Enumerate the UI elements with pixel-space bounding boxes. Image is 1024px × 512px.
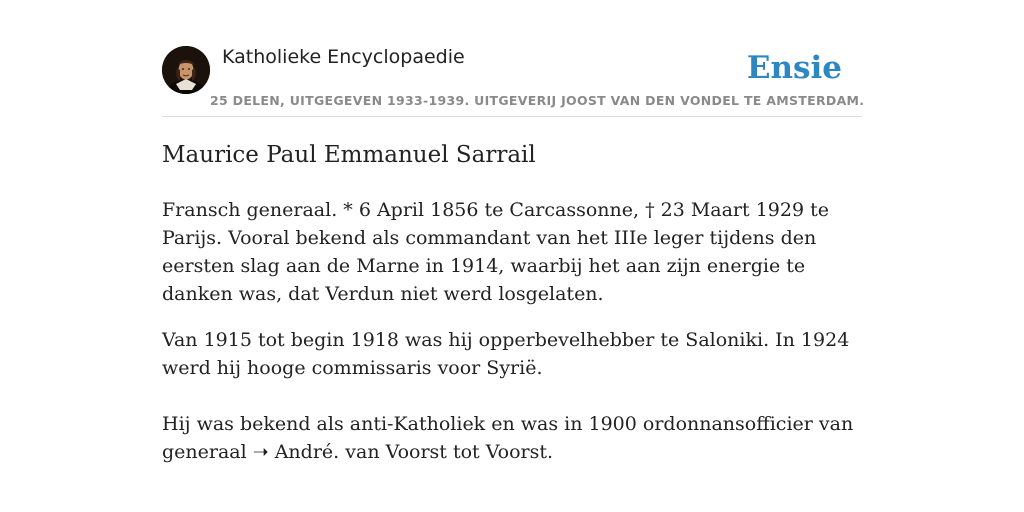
article <box>162 138 862 484</box>
article-paragraph-1: Fransch generaal. * 6 April 1856 te Carcassonne, † 23 Maart 1929 te Parijs. Vooral bekend als commandant van het IIIe leger tijdens den eersten slag aan de Marne in 1914, waarbij het aan zijn energie te danken was, dat Verdun niet werd losgelaten. <box>162 199 829 305</box>
paragraph-3-text: Hij was bekend als anti-Katholiek en was in 1900 ordonnansofficier van generaal <box>162 413 854 463</box>
portrait-avatar-icon[interactable] <box>162 46 210 94</box>
article-paragraph-3 <box>162 410 862 466</box>
site-header <box>162 40 865 117</box>
article-title: Maurice Paul Emmanuel Sarrail <box>162 142 536 168</box>
publication-subtitle: 25 DELEN, UITGEGEVEN 1933-1939. UITGEVERIJ JOOST VAN DEN VONDEL TE AMSTERDAM. <box>210 93 865 108</box>
encyclopedia-title[interactable]: Katholieke Encyclopaedie <box>222 46 465 68</box>
brand-logo[interactable]: Ensie <box>746 50 842 86</box>
andre-reference-link[interactable]: ➝ André <box>252 441 334 463</box>
paragraph-3-tail: . van Voorst tot Voorst. <box>333 441 554 463</box>
article-paragraph-2: Van 1915 tot begin 1918 was hij opperbevelhebber te Saloniki. In 1924 werd hij hooge commissaris voor Syrië. <box>162 329 850 379</box>
